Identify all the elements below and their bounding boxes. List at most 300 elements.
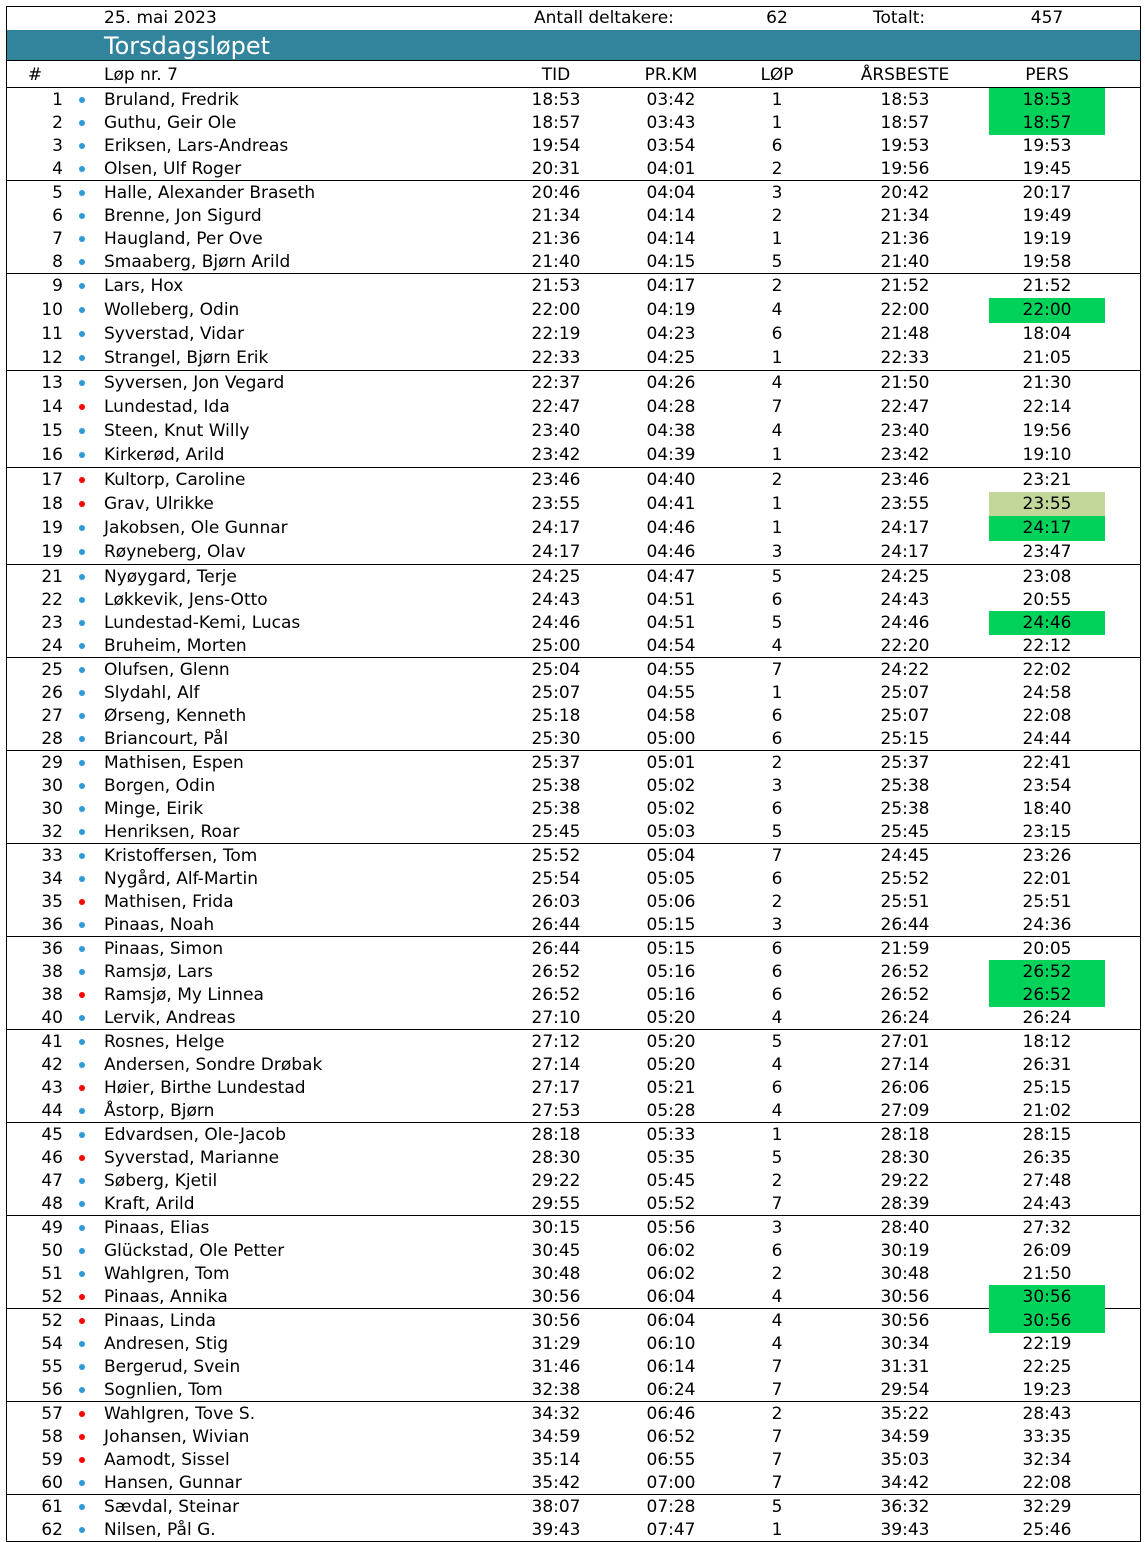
rank: 6 <box>52 206 63 226</box>
runner-name: Guthu, Geir Ole <box>104 113 237 133</box>
runner-name: Lundestad-Kemi, Lucas <box>104 613 301 633</box>
table-row <box>7 371 1140 395</box>
rank: 51 <box>41 1264 63 1284</box>
rank: 36 <box>41 915 63 935</box>
male-dot-icon <box>79 355 85 361</box>
table-row <box>7 88 1140 111</box>
table-row <box>7 611 1140 634</box>
time: 30:15 <box>531 1218 581 1238</box>
rank: 46 <box>41 1148 63 1168</box>
race-count: 5 <box>771 613 783 633</box>
personal-best: 27:48 <box>1022 1171 1072 1191</box>
time: 27:14 <box>531 1055 581 1075</box>
race-count: 4 <box>771 300 783 320</box>
personal-best: 26:09 <box>1022 1241 1072 1261</box>
rank: 58 <box>41 1427 63 1447</box>
rank: 55 <box>41 1357 63 1377</box>
rank: 62 <box>41 1520 63 1540</box>
time: 20:46 <box>531 183 581 203</box>
personal-best: 26:31 <box>1022 1055 1072 1075</box>
table-row <box>7 1495 1140 1518</box>
table-row <box>7 867 1140 890</box>
time: 24:46 <box>531 613 581 633</box>
personal-best: 21:52 <box>1022 276 1072 296</box>
pace: 05:15 <box>646 939 696 959</box>
runner-name: Nygård, Alf-Martin <box>104 869 259 889</box>
runner-name: Ramsjø, Lars <box>104 962 213 982</box>
time: 21:53 <box>531 276 581 296</box>
runner-name: Kristoffersen, Tom <box>104 846 258 866</box>
rank: 22 <box>41 590 63 610</box>
female-dot-icon <box>79 1085 85 1091</box>
race-count: 7 <box>771 1194 783 1214</box>
season-best: 26:52 <box>880 962 930 982</box>
time: 23:55 <box>531 494 581 514</box>
male-dot-icon <box>79 259 85 265</box>
personal-best: 23:21 <box>1022 470 1072 490</box>
time: 29:22 <box>531 1171 581 1191</box>
rank: 9 <box>52 276 63 296</box>
male-dot-icon <box>79 380 85 386</box>
personal-best: 22:12 <box>1022 636 1072 656</box>
time: 29:55 <box>531 1194 581 1214</box>
female-dot-icon <box>79 1434 85 1440</box>
page-title: Torsdagsløpet <box>104 32 271 60</box>
race-count: 6 <box>771 939 783 959</box>
col-tid-header: TID <box>541 65 571 85</box>
rank: 21 <box>41 567 63 587</box>
time: 27:17 <box>531 1078 581 1098</box>
season-best: 30:19 <box>880 1241 930 1261</box>
participants-count: 62 <box>766 8 788 28</box>
personal-best: 24:46 <box>989 611 1105 635</box>
time: 18:53 <box>531 90 581 110</box>
pace: 06:46 <box>646 1404 696 1424</box>
season-best: 28:18 <box>880 1125 930 1145</box>
personal-best: 19:49 <box>1022 206 1072 226</box>
male-dot-icon <box>79 946 85 952</box>
time: 31:46 <box>531 1357 581 1377</box>
pace: 05:16 <box>646 962 696 982</box>
male-dot-icon <box>79 829 85 835</box>
pace: 04:23 <box>646 324 696 344</box>
time: 34:32 <box>531 1404 581 1424</box>
rank: 4 <box>52 159 63 179</box>
pace: 04:04 <box>646 183 696 203</box>
table-row <box>7 111 1140 134</box>
time: 18:57 <box>531 113 581 133</box>
rank: 25 <box>41 660 63 680</box>
time: 25:45 <box>531 822 581 842</box>
pace: 06:55 <box>646 1450 696 1470</box>
rank: 54 <box>41 1334 63 1354</box>
table-row <box>7 1216 1140 1239</box>
runner-name: Lundestad, Ida <box>104 397 230 417</box>
pace: 04:46 <box>646 518 696 538</box>
personal-best: 19:56 <box>1022 421 1072 441</box>
male-dot-icon <box>79 120 85 126</box>
runner-name: Halle, Alexander Braseth <box>104 183 316 203</box>
pace: 03:54 <box>646 136 696 156</box>
runner-name: Pinaas, Noah <box>104 915 215 935</box>
rank: 44 <box>41 1101 63 1121</box>
personal-best: 24:17 <box>989 516 1105 541</box>
season-best: 23:40 <box>880 421 930 441</box>
race-date: 25. mai 2023 <box>104 8 217 28</box>
table-row <box>7 1053 1140 1076</box>
rank: 45 <box>41 1125 63 1145</box>
rank: 10 <box>41 300 63 320</box>
rank: 35 <box>41 892 63 912</box>
season-best: 25:15 <box>880 729 930 749</box>
row-group <box>7 370 1140 467</box>
pace: 04:26 <box>646 373 696 393</box>
runner-name: Wolleberg, Odin <box>104 300 240 320</box>
season-best: 25:07 <box>880 706 930 726</box>
runner-name: Henriksen, Roar <box>104 822 240 842</box>
table-row <box>7 844 1140 867</box>
runner-name: Slydahl, Alf <box>104 683 200 703</box>
season-best: 24:46 <box>880 613 930 633</box>
race-count: 6 <box>771 706 783 726</box>
race-count: 5 <box>771 252 783 272</box>
time: 27:12 <box>531 1032 581 1052</box>
personal-best: 25:46 <box>1022 1520 1072 1540</box>
race-count: 1 <box>771 229 783 249</box>
results-sheet <box>6 6 1141 1542</box>
race-count: 1 <box>771 113 783 133</box>
runner-name: Briancourt, Pål <box>104 729 229 749</box>
table-row <box>7 681 1140 704</box>
table-row <box>7 983 1140 1006</box>
table-row <box>7 937 1140 960</box>
season-best: 28:40 <box>880 1218 930 1238</box>
pace: 06:04 <box>646 1287 696 1307</box>
pace: 04:58 <box>646 706 696 726</box>
runner-name: Pinaas, Annika <box>104 1287 228 1307</box>
runner-name: Wahlgren, Tom <box>104 1264 230 1284</box>
male-dot-icon <box>79 574 85 580</box>
race-count: 4 <box>771 636 783 656</box>
time: 30:56 <box>531 1311 581 1331</box>
runner-name: Olufsen, Glenn <box>104 660 230 680</box>
table-row <box>7 1239 1140 1262</box>
runner-name: Steen, Knut Willy <box>104 421 250 441</box>
rank: 52 <box>41 1287 63 1307</box>
personal-best: 19:19 <box>1022 229 1072 249</box>
time: 19:54 <box>531 136 581 156</box>
time: 22:37 <box>531 373 581 393</box>
time: 25:52 <box>531 846 581 866</box>
rank: 5 <box>52 183 63 203</box>
total-label: Totalt: <box>873 8 926 28</box>
runner-name: Kultorp, Caroline <box>104 470 246 490</box>
female-dot-icon <box>79 899 85 905</box>
runner-name: Røyneberg, Olav <box>104 542 246 562</box>
table-row <box>7 751 1140 774</box>
male-dot-icon <box>79 620 85 626</box>
personal-best: 21:02 <box>1022 1101 1072 1121</box>
male-dot-icon <box>79 1271 85 1277</box>
pace: 04:19 <box>646 300 696 320</box>
rank: 24 <box>41 636 63 656</box>
runner-name: Ørseng, Kenneth <box>104 706 247 726</box>
pace: 05:02 <box>646 776 696 796</box>
time: 27:53 <box>531 1101 581 1121</box>
row-group <box>7 1029 1140 1122</box>
table-row <box>7 492 1140 516</box>
row-group <box>7 1401 1140 1494</box>
race-count: 7 <box>771 846 783 866</box>
runner-name: Høier, Birthe Lundestad <box>104 1078 306 1098</box>
time: 35:14 <box>531 1450 581 1470</box>
female-dot-icon <box>79 1411 85 1417</box>
time: 26:52 <box>531 985 581 1005</box>
table-row <box>7 1169 1140 1192</box>
table-row <box>7 890 1140 913</box>
personal-best: 22:08 <box>1022 706 1072 726</box>
rank: 18 <box>41 494 63 514</box>
rank: 15 <box>41 421 63 441</box>
pace: 04:46 <box>646 542 696 562</box>
personal-best: 20:55 <box>1022 590 1072 610</box>
pace: 04:55 <box>646 660 696 680</box>
race-count: 3 <box>771 542 783 562</box>
pace: 05:04 <box>646 846 696 866</box>
race-count: 7 <box>771 1357 783 1377</box>
race-count: 1 <box>771 1520 783 1540</box>
time: 26:52 <box>531 962 581 982</box>
time: 25:38 <box>531 776 581 796</box>
season-best: 28:39 <box>880 1194 930 1214</box>
time: 25:38 <box>531 799 581 819</box>
personal-best: 22:19 <box>1022 1334 1072 1354</box>
time: 21:34 <box>531 206 581 226</box>
pace: 05:21 <box>646 1078 696 1098</box>
runner-name: Syverstad, Vidar <box>104 324 245 344</box>
time: 22:47 <box>531 397 581 417</box>
personal-best: 21:30 <box>1022 373 1072 393</box>
personal-best: 22:00 <box>989 298 1105 323</box>
runner-name: Strangel, Bjørn Erik <box>104 348 269 368</box>
time: 31:29 <box>531 1334 581 1354</box>
pace: 07:28 <box>646 1497 696 1517</box>
rank: 19 <box>41 518 63 538</box>
table-row <box>7 540 1140 564</box>
male-dot-icon <box>79 549 85 555</box>
season-best: 24:22 <box>880 660 930 680</box>
season-best: 25:52 <box>880 869 930 889</box>
time: 26:44 <box>531 915 581 935</box>
race-count: 3 <box>771 1218 783 1238</box>
rank: 33 <box>41 846 63 866</box>
time: 30:45 <box>531 1241 581 1261</box>
rank: 38 <box>41 985 63 1005</box>
table-row <box>7 1518 1140 1541</box>
male-dot-icon <box>79 1480 85 1486</box>
time: 22:00 <box>531 300 581 320</box>
rank: 38 <box>41 962 63 982</box>
race-count: 2 <box>771 276 783 296</box>
personal-best: 19:45 <box>1022 159 1072 179</box>
male-dot-icon <box>79 213 85 219</box>
season-best: 23:42 <box>880 445 930 465</box>
runner-name: Bergerud, Svein <box>104 1357 241 1377</box>
male-dot-icon <box>79 760 85 766</box>
race-count: 1 <box>771 1125 783 1145</box>
runner-name: Ramsjø, My Linnea <box>104 985 264 1005</box>
season-best: 30:56 <box>880 1287 930 1307</box>
runner-name: Glückstad, Ole Petter <box>104 1241 285 1261</box>
rank: 14 <box>41 397 63 417</box>
runner-name: Hansen, Gunnar <box>104 1473 242 1493</box>
personal-best: 30:56 <box>989 1285 1105 1309</box>
table-row <box>7 1192 1140 1215</box>
runner-name: Olsen, Ulf Roger <box>104 159 242 179</box>
time: 26:03 <box>531 892 581 912</box>
pace: 03:42 <box>646 90 696 110</box>
time: 38:07 <box>531 1497 581 1517</box>
table-row <box>7 274 1140 298</box>
time: 30:56 <box>531 1287 581 1307</box>
season-best: 20:42 <box>880 183 930 203</box>
pace: 05:16 <box>646 985 696 1005</box>
season-best: 29:54 <box>880 1380 930 1400</box>
runner-name: Pinaas, Elias <box>104 1218 210 1238</box>
time: 23:40 <box>531 421 581 441</box>
season-best: 22:00 <box>880 300 930 320</box>
personal-best: 22:01 <box>1022 869 1072 889</box>
race-count: 2 <box>771 159 783 179</box>
season-best: 30:34 <box>880 1334 930 1354</box>
race-count: 5 <box>771 567 783 587</box>
pace: 05:02 <box>646 799 696 819</box>
rank: 27 <box>41 706 63 726</box>
runner-name: Syverstad, Marianne <box>104 1148 280 1168</box>
personal-best: 24:36 <box>1022 915 1072 935</box>
rank: 40 <box>41 1008 63 1028</box>
pace: 04:40 <box>646 470 696 490</box>
personal-best: 22:14 <box>1022 397 1072 417</box>
race-count: 6 <box>771 324 783 344</box>
male-dot-icon <box>79 1062 85 1068</box>
season-best: 21:36 <box>880 229 930 249</box>
male-dot-icon <box>79 1201 85 1207</box>
male-dot-icon <box>79 597 85 603</box>
male-dot-icon <box>79 783 85 789</box>
season-best: 22:20 <box>880 636 930 656</box>
pace: 03:43 <box>646 113 696 133</box>
personal-best: 23:55 <box>989 492 1105 517</box>
male-dot-icon <box>79 1504 85 1510</box>
time: 35:42 <box>531 1473 581 1493</box>
female-dot-icon <box>79 404 85 410</box>
runner-name: Johansen, Wivian <box>104 1427 250 1447</box>
rank: 11 <box>41 324 63 344</box>
season-best: 21:59 <box>880 939 930 959</box>
runner-name: Syversen, Jon Vegard <box>104 373 285 393</box>
table-row <box>7 588 1140 611</box>
season-best: 29:22 <box>880 1171 930 1191</box>
season-best: 19:53 <box>880 136 930 156</box>
table-row <box>7 1332 1140 1355</box>
personal-best: 20:05 <box>1022 939 1072 959</box>
season-best: 21:52 <box>880 276 930 296</box>
row-group <box>7 180 1140 273</box>
race-count: 6 <box>771 729 783 749</box>
runner-name: Minge, Eirik <box>104 799 204 819</box>
season-best: 35:22 <box>880 1404 930 1424</box>
personal-best: 26:52 <box>989 983 1105 1007</box>
season-best: 31:31 <box>880 1357 930 1377</box>
time: 21:36 <box>531 229 581 249</box>
female-dot-icon <box>79 501 85 507</box>
table-row <box>7 704 1140 727</box>
male-dot-icon <box>79 283 85 289</box>
season-best: 23:55 <box>880 494 930 514</box>
race-count: 2 <box>771 753 783 773</box>
race-count: 6 <box>771 985 783 1005</box>
personal-best: 18:53 <box>989 88 1105 112</box>
season-best: 26:44 <box>880 915 930 935</box>
male-dot-icon <box>79 1387 85 1393</box>
season-best: 30:48 <box>880 1264 930 1284</box>
table-row <box>7 1378 1140 1401</box>
runner-name: Kirkerød, Arild <box>104 445 225 465</box>
rank: 8 <box>52 252 63 272</box>
runner-name: Løkkevik, Jens-Otto <box>104 590 268 610</box>
pace: 05:20 <box>646 1008 696 1028</box>
row-group <box>7 273 1140 370</box>
rank: 48 <box>41 1194 63 1214</box>
row-group <box>7 88 1140 180</box>
rank: 36 <box>41 939 63 959</box>
row-group <box>7 1308 1140 1401</box>
time: 24:43 <box>531 590 581 610</box>
rank: 23 <box>41 613 63 633</box>
season-best: 27:09 <box>880 1101 930 1121</box>
rank: 3 <box>52 136 63 156</box>
table-row <box>7 298 1140 322</box>
runner-name: Åstorp, Bjørn <box>104 1101 215 1121</box>
time: 21:40 <box>531 252 581 272</box>
col-num-header: # <box>27 65 43 85</box>
time: 22:33 <box>531 348 581 368</box>
pace: 05:15 <box>646 915 696 935</box>
season-best: 24:43 <box>880 590 930 610</box>
row-group <box>7 657 1140 750</box>
table-row <box>7 204 1140 227</box>
rank: 43 <box>41 1078 63 1098</box>
runner-name: Pinaas, Linda <box>104 1311 217 1331</box>
male-dot-icon <box>79 1225 85 1231</box>
runner-name: Kraft, Arild <box>104 1194 195 1214</box>
time: 25:04 <box>531 660 581 680</box>
season-best: 23:46 <box>880 470 930 490</box>
row-group <box>7 1215 1140 1308</box>
male-dot-icon <box>79 1248 85 1254</box>
male-dot-icon <box>79 922 85 928</box>
race-count: 4 <box>771 1311 783 1331</box>
personal-best: 24:44 <box>1022 729 1072 749</box>
personal-best: 28:15 <box>1022 1125 1072 1145</box>
rank: 42 <box>41 1055 63 1075</box>
race-count: 2 <box>771 206 783 226</box>
season-best: 19:56 <box>880 159 930 179</box>
table-row <box>7 1076 1140 1099</box>
race-count: 4 <box>771 1101 783 1121</box>
male-dot-icon <box>79 1341 85 1347</box>
